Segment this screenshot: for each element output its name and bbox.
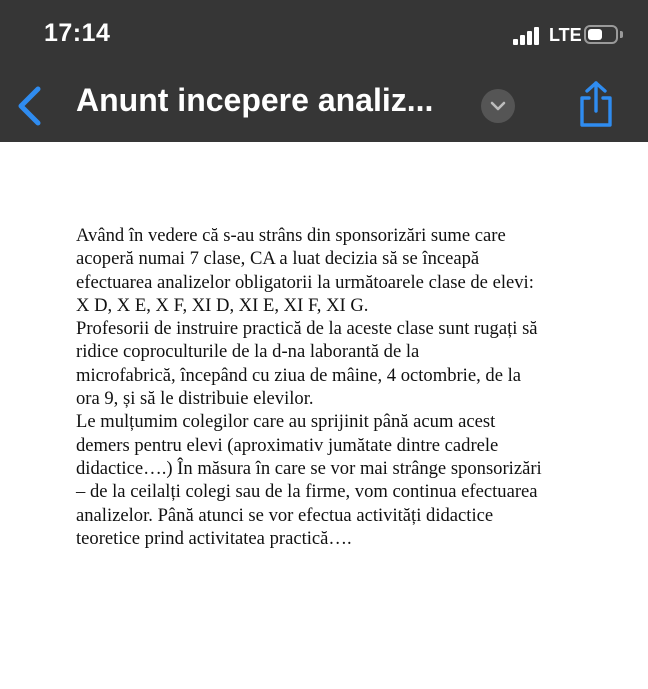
message-line: Profesorii de instruire practică de la aceste clase sunt rugați să — [76, 318, 538, 340]
message-line: Le mulțumim colegilor care au sprijinit până acum acest — [76, 411, 496, 433]
message-line: – de la ceilalți colegi sau de la firme, vom continua efectuarea — [76, 481, 538, 503]
navigation-bar — [0, 68, 648, 142]
message-line: microfabrică, începând cu ziua de mâine, 4 octombrie, de la — [76, 364, 522, 386]
title-menu-button[interactable] — [481, 89, 515, 123]
message-line: analizelor. Până atunci se vor efectua activități didactice — [76, 504, 494, 526]
status-time: 17:14 — [44, 19, 111, 47]
message-line: Având în vedere că s-au strâns din sponsorizări sume care — [76, 225, 506, 246]
message-line: didactice….) În măsura în care se vor mai strânge sponsorizări — [76, 457, 542, 479]
message-line: acoperă numai 7 clase, CA a luat decizia să se înceapă — [76, 248, 480, 270]
message-line: efectuarea analizelor obligatorii la următoarele clase de elevi: — [76, 271, 534, 293]
message-line: ora 9, și să le distribuie elevilor. — [76, 388, 314, 410]
chevron-left-icon — [12, 84, 46, 128]
status-bar — [0, 0, 648, 68]
battery-level — [588, 29, 602, 40]
chevron-down-icon — [489, 98, 507, 114]
message-body — [76, 224, 586, 550]
battery-cap — [620, 31, 623, 38]
share-button[interactable] — [574, 80, 618, 128]
signal-bars-icon — [513, 27, 545, 45]
back-button[interactable] — [12, 84, 46, 128]
share-icon — [574, 80, 618, 128]
battery-icon — [584, 25, 618, 44]
message-line: ridice coproculturile de la d-na laborantă de la — [76, 341, 420, 363]
page-title: Anunt incepere analiz... — [76, 82, 434, 118]
message-line: teoretice prind activitatea practică…. — [76, 527, 352, 549]
network-type: LTE — [549, 25, 582, 45]
message-line: X D, X E, X F, XI D, XI E, XI F, XI G. — [76, 294, 369, 316]
message-content — [0, 142, 648, 689]
message-line: demers pentru elevi (aproximativ jumătate dintre cadrele — [76, 434, 499, 456]
